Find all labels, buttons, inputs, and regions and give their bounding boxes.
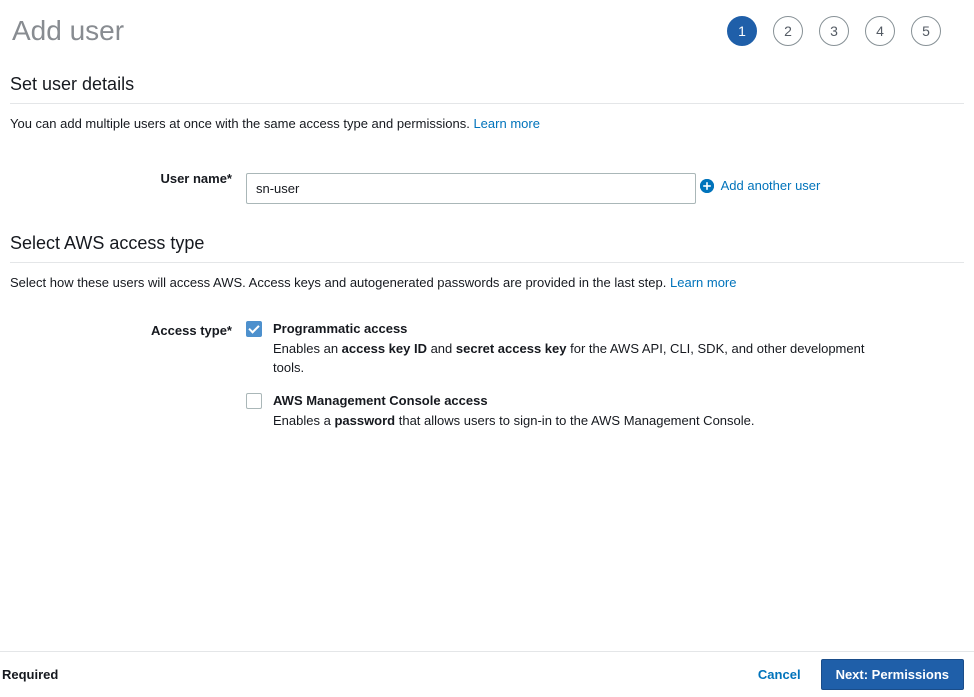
step-indicator-3[interactable] — [819, 16, 849, 46]
option-programmatic-access-title: Programmatic access — [273, 320, 408, 336]
option-console-access-title: AWS Management Console access — [273, 392, 488, 408]
step-indicator-5[interactable] — [911, 16, 941, 46]
option-console-access-body — [273, 392, 964, 430]
user-details-learn-more-link[interactable]: Learn more — [473, 116, 540, 131]
set-user-details-section — [0, 74, 974, 204]
access-type-description-text: Select how these users will access AWS. Access keys and autogenerated passwords are provided in the last step. — [10, 274, 667, 290]
cancel-button[interactable]: Cancel — [754, 661, 805, 688]
step-indicator-2[interactable] — [773, 16, 803, 46]
option-programmatic-access — [246, 320, 964, 377]
step-indicator-2-label: 2 — [784, 23, 792, 39]
page-title: Add user — [12, 15, 125, 46]
section-title-access-type: Select AWS access type — [10, 232, 205, 253]
username-field-wrap — [246, 164, 964, 204]
step-indicator-3-label: 3 — [830, 23, 838, 39]
step-indicator-5-label: 5 — [922, 23, 930, 39]
checkbox-console-access[interactable] — [246, 393, 262, 409]
add-another-user-button[interactable] — [700, 178, 821, 193]
step-indicator-4-label: 4 — [876, 23, 884, 39]
checkbox-programmatic-access[interactable] — [246, 321, 262, 337]
username-input[interactable] — [246, 173, 696, 204]
option-console-access — [246, 392, 964, 430]
section-description-user-details — [10, 115, 964, 133]
username-row — [10, 164, 964, 204]
step-indicator-4[interactable] — [865, 16, 895, 46]
access-type-row — [10, 320, 964, 445]
access-type-options — [246, 320, 964, 445]
programmatic-desc-bold1: access key ID — [341, 340, 427, 356]
console-desc-part1: Enables a — [273, 412, 335, 428]
footer-actions — [754, 659, 964, 690]
option-console-access-description — [273, 411, 893, 430]
programmatic-desc-bold2: secret access key — [455, 340, 567, 356]
section-description-access-type — [10, 274, 964, 292]
section-title-user-details: Set user details — [10, 74, 135, 94]
programmatic-desc-part1: Enables an — [273, 340, 342, 356]
plus-icon — [700, 179, 714, 193]
username-label: User name* — [160, 171, 232, 186]
required-label: Required — [2, 667, 59, 682]
divider-user-details — [10, 103, 964, 104]
next-permissions-button[interactable]: Next: Permissions — [821, 659, 964, 690]
programmatic-desc-part2: and — [426, 340, 456, 356]
wizard-header — [0, 0, 974, 52]
select-access-type-section — [0, 233, 974, 445]
option-programmatic-access-body — [273, 320, 964, 377]
step-indicator-1-label: 1 — [738, 23, 746, 39]
programmatic-desc-part3: for the AWS API, CLI, SDK, and other development tools. — [273, 340, 865, 375]
option-programmatic-access-description — [273, 339, 893, 377]
add-another-user-label: Add another user — [720, 178, 821, 193]
wizard-footer — [0, 651, 974, 697]
access-type-learn-more-link[interactable]: Learn more — [670, 274, 737, 290]
user-details-description-text: You can add multiple users at once with the same access type and permissions. — [10, 116, 470, 131]
divider-access-type — [10, 262, 964, 263]
step-indicator — [727, 16, 942, 46]
step-indicator-1[interactable] — [727, 16, 757, 46]
console-desc-bold1: password — [334, 412, 396, 428]
console-desc-part2: that allows users to sign-in to the AWS Management Console. — [395, 412, 755, 428]
access-type-label: Access type* — [151, 322, 232, 338]
